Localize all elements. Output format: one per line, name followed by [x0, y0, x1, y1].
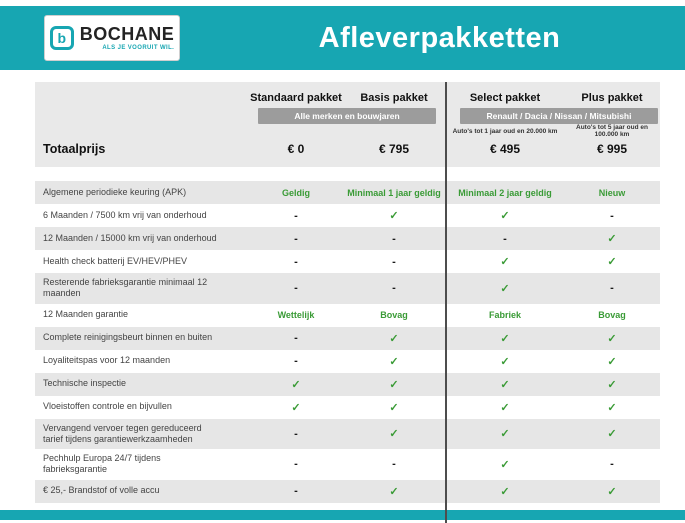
dash-icon: -	[294, 332, 298, 344]
feature-row	[35, 181, 660, 204]
feature-row	[35, 304, 660, 327]
column-header-basis: Basis pakket	[360, 92, 428, 104]
check-icon: ✓	[500, 458, 510, 471]
check-icon: ✓	[500, 256, 510, 268]
dash-icon: -	[294, 458, 298, 471]
feature-label: Algemene periodieke keuring (APK)	[43, 186, 187, 197]
feature-label: Health check batterij EV/HEV/PHEV	[43, 255, 188, 266]
total-price-standaard: € 0	[287, 142, 305, 156]
check-icon: ✓	[500, 332, 510, 345]
dash-icon: -	[294, 282, 298, 295]
dash-icon: -	[610, 458, 614, 471]
page-title: Afleverpakketten	[318, 21, 561, 54]
bottom-accent-bar	[0, 510, 685, 520]
check-icon: ✓	[607, 428, 617, 441]
feature-row	[35, 373, 660, 396]
column-group-divider	[445, 82, 447, 523]
check-icon: ✓	[607, 355, 617, 368]
group-banner-renault-dacia: Renault / Dacia / Nissan / Mitsubishi	[460, 108, 658, 124]
feature-value-text: Wettelijk	[277, 310, 315, 320]
column-header-plus: Plus pakket	[581, 92, 643, 104]
column-subtitles-row	[35, 124, 660, 136]
feature-label: Vloeistoffen controle en bijvullen	[43, 401, 172, 412]
logo-brand: BOCHANE	[79, 24, 175, 44]
column-subtitle-plus: Auto's tot 5 jaar oud en 100.000 km	[576, 124, 648, 138]
column-header-select: Select pakket	[469, 92, 541, 104]
dash-icon: -	[610, 209, 614, 222]
table-header	[35, 82, 660, 167]
dash-icon: -	[294, 355, 298, 367]
header-body-gap	[35, 167, 660, 181]
dash-icon: -	[294, 485, 298, 497]
check-icon: ✓	[607, 332, 617, 345]
check-icon: ✓	[500, 210, 510, 222]
check-icon: ✓	[500, 355, 510, 368]
feature-label: Loyaliteitspas voor 12 maanden	[43, 355, 171, 366]
check-icon: ✓	[607, 256, 617, 268]
check-icon: ✓	[291, 401, 301, 414]
dash-icon: -	[294, 232, 298, 245]
check-icon: ✓	[389, 485, 399, 498]
check-icon: ✓	[389, 332, 399, 345]
dash-icon: -	[392, 458, 396, 471]
feature-row	[35, 250, 660, 273]
check-icon: ✓	[389, 428, 399, 441]
check-icon: ✓	[607, 485, 617, 498]
feature-label: Pechhulp Europa 24/7 tijdens fabrieksgarantie	[43, 453, 161, 475]
feature-row	[35, 227, 660, 250]
check-icon: ✓	[291, 378, 301, 391]
dash-icon: -	[503, 232, 507, 245]
check-icon: ✓	[500, 401, 510, 414]
logo-text	[80, 25, 175, 51]
top-header	[0, 6, 685, 70]
dash-icon: -	[610, 282, 614, 295]
column-subtitle-select: Auto's tot 1 jaar oud en 20.000 km	[452, 127, 558, 135]
check-icon: ✓	[389, 401, 399, 414]
check-icon: ✓	[500, 378, 510, 391]
check-icon: ✓	[500, 282, 510, 295]
total-price-row	[35, 136, 660, 162]
dash-icon: -	[392, 232, 396, 245]
check-icon: ✓	[389, 355, 399, 368]
total-price-basis: € 795	[378, 142, 410, 156]
logo-tagline: ALS JE VOORUIT WIL.	[102, 45, 175, 51]
feature-label: 6 Maanden / 7500 km vrij van onderhoud	[43, 209, 207, 220]
bochane-logo	[44, 15, 180, 61]
feature-row	[35, 350, 660, 373]
feature-row	[35, 327, 660, 350]
feature-value-text: Bovag	[598, 310, 626, 320]
dash-icon: -	[392, 255, 396, 268]
group-banner-all-brands: Alle merken en bouwjaren	[258, 108, 436, 124]
feature-label: € 25,- Brandstof of volle accu	[43, 485, 160, 496]
bochane-logo-icon: b	[50, 26, 74, 50]
feature-label: Vervangend vervoer tegen gereduceerd tarief tijdens garantiewerkzaamheden	[43, 422, 202, 444]
check-icon: ✓	[389, 210, 399, 222]
feature-value-text: Fabriek	[488, 310, 521, 320]
package-names-row	[35, 88, 660, 108]
page	[0, 6, 685, 520]
feature-value-text: Bovag	[380, 310, 408, 320]
feature-label: Technische inspectie	[43, 378, 127, 389]
feature-label: Resterende fabrieksgarantie minimaal 12 maanden	[43, 277, 208, 299]
dash-icon: -	[392, 282, 396, 295]
feature-row	[35, 449, 660, 480]
dash-icon: -	[294, 255, 298, 268]
feature-row	[35, 419, 660, 450]
feature-label: 12 Maanden / 15000 km vrij van onderhoud	[43, 232, 217, 243]
dash-icon: -	[294, 427, 298, 440]
feature-row	[35, 204, 660, 227]
check-icon: ✓	[500, 485, 510, 498]
column-header-standaard: Standaard pakket	[250, 92, 342, 104]
check-icon: ✓	[607, 378, 617, 391]
check-icon: ✓	[607, 233, 617, 245]
group-banners-row	[35, 108, 660, 124]
feature-value-text: Minimaal 1 jaar geldig	[347, 187, 441, 198]
feature-row	[35, 396, 660, 419]
dash-icon: -	[294, 209, 298, 222]
check-icon: ✓	[389, 378, 399, 391]
feature-value-text: Minimaal 2 jaar geldig	[458, 187, 552, 198]
feature-label: 12 Maanden garantie	[43, 309, 129, 320]
feature-row	[35, 480, 660, 503]
total-price-plus: € 995	[596, 142, 628, 156]
check-icon: ✓	[500, 428, 510, 441]
feature-label: Complete reinigingsbeurt binnen en buiten	[43, 332, 213, 343]
total-price-label: Totaalprijs	[43, 142, 106, 156]
feature-rows	[35, 181, 660, 503]
total-price-select: € 495	[489, 142, 521, 156]
feature-row	[35, 273, 660, 304]
check-icon: ✓	[607, 401, 617, 414]
feature-value-text: Geldig	[281, 187, 310, 198]
feature-value-text: Nieuw	[598, 187, 626, 198]
packages-table	[35, 82, 660, 503]
